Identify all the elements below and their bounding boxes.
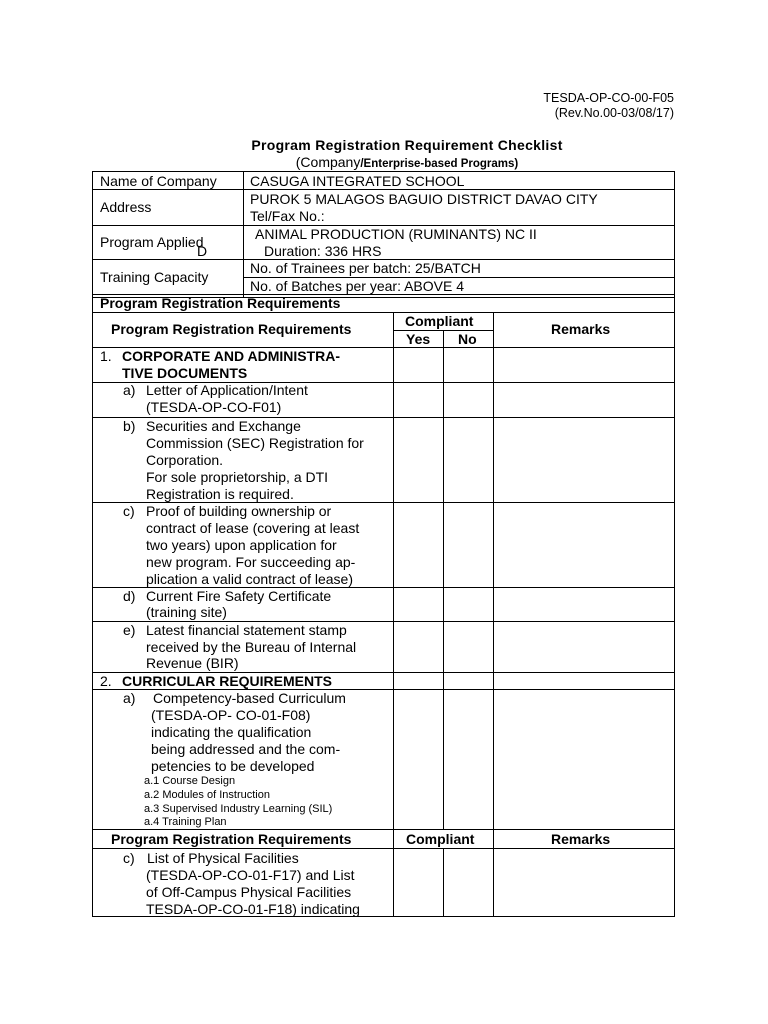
capacity-label: Training Capacity xyxy=(100,269,209,285)
yes-header: Yes xyxy=(406,331,431,347)
column-divider xyxy=(393,312,394,917)
section-heading: CURRICULAR REQUIREMENTS xyxy=(122,673,332,689)
item-text: TESDA-OP-CO-01-F18) indicating xyxy=(146,901,360,917)
form-code: TESDA-OP-CO-00-F05 xyxy=(543,91,674,105)
program-value: ANIMAL PRODUCTION (RUMINANTS) NC II xyxy=(255,226,537,242)
item-label: e) xyxy=(123,622,136,638)
item-label: a) xyxy=(123,382,136,398)
item-text: (TESDA-OP-CO-F01) xyxy=(146,399,282,415)
item-text: Commission (SEC) Registration for xyxy=(146,435,364,451)
sub-item-text: a.3 Supervised Industry Learning (SIL) xyxy=(144,803,333,815)
row-divider xyxy=(92,829,675,830)
section-number: 1. xyxy=(100,348,112,364)
info-column-divider xyxy=(243,171,244,298)
column-divider xyxy=(443,330,444,829)
item-text: new program. For succeeding ap- xyxy=(146,554,356,570)
revision-number: (Rev.No.00-03/08/17) xyxy=(554,106,674,120)
page-title: Program Registration Requirement Checklist xyxy=(251,137,563,153)
address-value: PUROK 5 MALAGOS BAGUIO DISTRICT DAVAO CITY xyxy=(250,191,598,207)
duration-value: Duration: 336 HRS xyxy=(264,243,382,259)
company-label: Name of Company xyxy=(100,173,217,189)
sub-item-text: a.1 Course Design xyxy=(144,775,236,787)
section-number: 2. xyxy=(100,673,112,689)
item-text: Revenue (BIR) xyxy=(146,655,239,671)
row-divider xyxy=(92,312,675,313)
item-text: For sole proprietorship, a DTI xyxy=(146,469,329,485)
requirements-header: Program Registration Requirements xyxy=(111,831,352,847)
section-title: Program Registration Requirements xyxy=(100,295,341,311)
item-text: Securities and Exchange xyxy=(146,418,301,434)
subtitle-small: /Enterprise-based Programs) xyxy=(360,158,519,170)
row-divider xyxy=(92,848,675,849)
section-heading: TIVE DOCUMENTS xyxy=(122,365,248,381)
item-text: indicating the qualification xyxy=(151,724,312,740)
item-text: Letter of Application/Intent xyxy=(146,382,308,398)
item-label: d) xyxy=(123,588,136,604)
compliant-header: Compliant xyxy=(406,831,475,847)
sub-item-text: a.4 Training Plan xyxy=(144,816,227,828)
batches-per-year: No. of Batches per year: ABOVE 4 xyxy=(250,278,464,294)
item-text: of Off-Campus Physical Facilities xyxy=(146,884,352,900)
section-heading: CORPORATE AND ADMINISTRA- xyxy=(122,348,341,364)
item-text: Corporation. xyxy=(146,452,224,468)
trainees-per-batch: No. of Trainees per batch: 25/BATCH xyxy=(250,260,481,276)
item-label: c) xyxy=(123,850,135,866)
page-subtitle xyxy=(0,154,768,170)
item-label: c) xyxy=(123,503,135,519)
item-text: Competency-based Curriculum xyxy=(153,690,346,706)
item-text: petencies to be developed xyxy=(151,758,315,774)
address-label: Address xyxy=(100,199,152,215)
remarks-header: Remarks xyxy=(551,321,611,337)
item-text: (training site) xyxy=(146,604,227,620)
telfax-label: Tel/Fax No.: xyxy=(250,208,325,224)
remarks-header: Remarks xyxy=(551,831,611,847)
item-text: (TESDA-OP-CO-01-F17) and List xyxy=(146,867,355,883)
item-text: Latest financial statement stamp xyxy=(146,622,347,638)
item-label: b) xyxy=(123,418,136,434)
item-text: Registration is required. xyxy=(146,486,294,502)
no-header: No xyxy=(458,331,477,347)
item-text: contract of lease (covering at least xyxy=(146,520,360,536)
program-label-extra: D xyxy=(197,243,208,259)
item-text: being addressed and the com- xyxy=(151,741,341,757)
compliant-header: Compliant xyxy=(405,313,474,329)
column-divider xyxy=(493,312,494,917)
item-text: received by the Bureau of Internal xyxy=(146,639,357,655)
item-text: Current Fire Safety Certificate xyxy=(146,588,332,604)
item-text: Proof of building ownership or xyxy=(146,503,332,519)
item-text: plication a valid contract of lease) xyxy=(146,571,353,587)
column-divider xyxy=(443,848,444,917)
item-text: two years) upon application for xyxy=(146,537,337,553)
requirements-header: Program Registration Requirements xyxy=(111,321,352,337)
item-text: List of Physical Facilities xyxy=(147,850,299,866)
sub-item-text: a.2 Modules of Instruction xyxy=(144,789,270,801)
item-text: (TESDA-OP- CO-01-F08) xyxy=(151,707,311,723)
document-code xyxy=(543,91,674,121)
company-value: CASUGA INTEGRATED SCHOOL xyxy=(250,173,465,189)
program-label: Program Applied xyxy=(100,234,204,250)
subtitle-main: (Company xyxy=(295,154,361,170)
item-label: a) xyxy=(123,690,136,706)
